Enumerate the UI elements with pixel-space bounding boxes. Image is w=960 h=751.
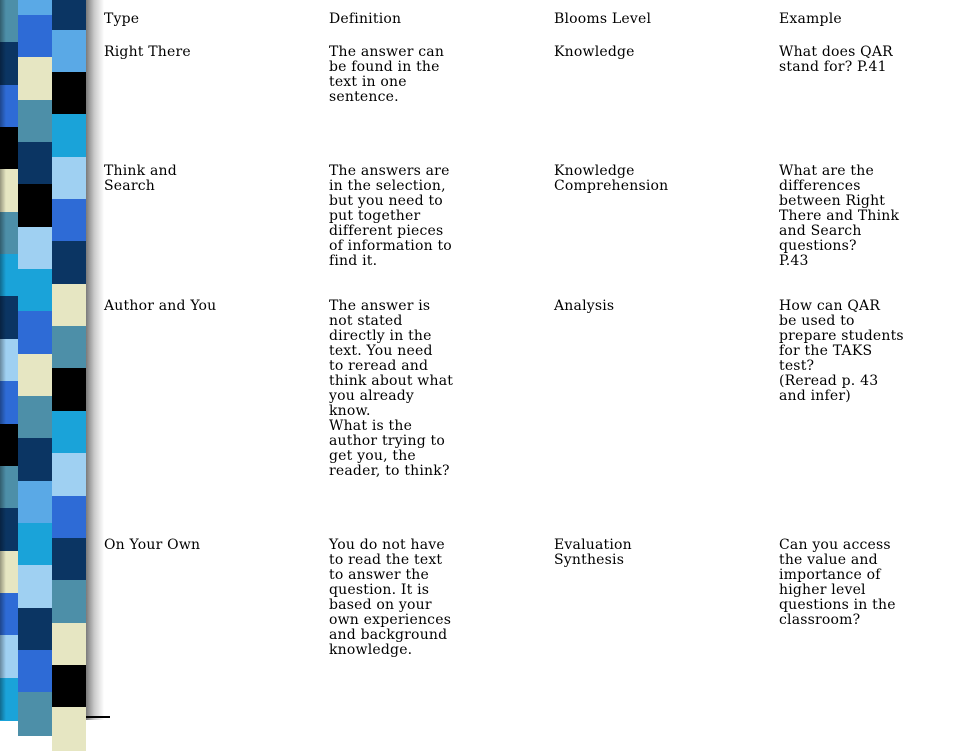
type-cell: [104, 538, 329, 688]
bottom-divider: [86, 716, 110, 718]
definition-cell: [329, 538, 554, 688]
stripe-block: [18, 57, 52, 100]
stripe-block: [18, 311, 52, 354]
header-blooms-level: Blooms Level: [554, 11, 652, 27]
decorative-stripe-bar: [0, 0, 86, 720]
definition-cell: [329, 164, 554, 299]
type-text: On Your Own: [104, 537, 201, 553]
stripe-block: [18, 15, 52, 58]
header-definition: Definition: [329, 11, 402, 27]
table-row: [104, 45, 940, 164]
stripe-block: [18, 650, 52, 693]
example-cell: [779, 538, 940, 688]
stripe-block: [18, 100, 52, 143]
example-cell: [779, 45, 940, 164]
qar-table: [104, 12, 940, 688]
header-example: Example: [779, 11, 842, 27]
stripe-block: [52, 326, 86, 369]
example-cell: [779, 299, 940, 538]
stripe-block: [18, 142, 52, 185]
stripe-block: [18, 354, 52, 397]
blooms-level-cell: [554, 538, 779, 688]
blooms-level-cell: [554, 45, 779, 164]
example-text: How can QAR be used to prepare students for the TAKS test? (Reread p. 43 and infer): [779, 298, 904, 404]
stripe-block: [52, 241, 86, 284]
example-text: Can you access the value and importance of higher level questions in the classroom?: [779, 537, 896, 628]
blooms-level-text: Knowledge Comprehension: [554, 163, 669, 194]
type-text: Think and Search: [104, 163, 177, 194]
stripe-block: [18, 438, 52, 481]
stripe-block: [18, 0, 52, 16]
example-cell: [779, 164, 940, 299]
stripe-block: [18, 269, 52, 312]
stripe-block: [52, 72, 86, 115]
blooms-level-text: Knowledge: [554, 44, 635, 60]
stripe-block: [52, 0, 86, 31]
stripe-block: [52, 580, 86, 623]
stripe-block: [18, 184, 52, 227]
stripe-block: [18, 396, 52, 439]
stripe-block: [52, 368, 86, 411]
stripe-block: [18, 565, 52, 608]
stripe-block: [52, 30, 86, 73]
stripe-block: [52, 114, 86, 157]
type-cell: [104, 299, 329, 538]
stripe-block: [52, 157, 86, 200]
table-row: [104, 299, 940, 538]
stripe-block: [52, 284, 86, 327]
stripe-block: [52, 411, 86, 454]
stripe-block: [18, 523, 52, 566]
definition-cell: [329, 299, 554, 538]
stripe-block: [52, 665, 86, 708]
blooms-level-text: Analysis: [554, 298, 615, 314]
blooms-level-cell: [554, 164, 779, 299]
stripe-block: [18, 692, 52, 735]
definition-text: The answers are in the selection, but you need to put together different pieces of information to find it.: [329, 163, 452, 269]
type-text: Author and You: [104, 298, 217, 314]
stripe-edge-shadow: [0, 0, 6, 720]
stripe-block: [52, 453, 86, 496]
stripe-block: [18, 227, 52, 270]
table-row: [104, 164, 940, 299]
stripe-block: [52, 496, 86, 539]
stripe-block: [18, 608, 52, 651]
type-text: Right There: [104, 44, 191, 60]
stripe-block: [52, 623, 86, 666]
definition-text: The answer can be found in the text in one sentence.: [329, 44, 445, 105]
type-cell: [104, 164, 329, 299]
stripe-block: [52, 707, 86, 750]
definition-text: The answer is not stated directly in the text. You need to reread and think about what you already know. What is the author trying to get you, the reader, to think?: [329, 298, 454, 479]
type-cell: [104, 45, 329, 164]
stripe-block: [18, 481, 52, 524]
blooms-level-cell: [554, 299, 779, 538]
stripe-block: [52, 199, 86, 242]
definition-text: You do not have to read the text to answer the question. It is based on your own experiences and background knowledge.: [329, 537, 452, 658]
definition-cell: [329, 45, 554, 164]
table-row: [104, 538, 940, 688]
header-type: Type: [104, 11, 140, 27]
example-text: What does QAR stand for? P.41: [779, 44, 893, 75]
example-text: What are the differences between Right There and Think and Search questions? P.43: [779, 163, 900, 269]
blooms-level-text: Evaluation Synthesis: [554, 537, 632, 568]
stripe-block: [52, 538, 86, 581]
stripe-shading: [86, 0, 104, 720]
table-header-row: [104, 12, 940, 45]
